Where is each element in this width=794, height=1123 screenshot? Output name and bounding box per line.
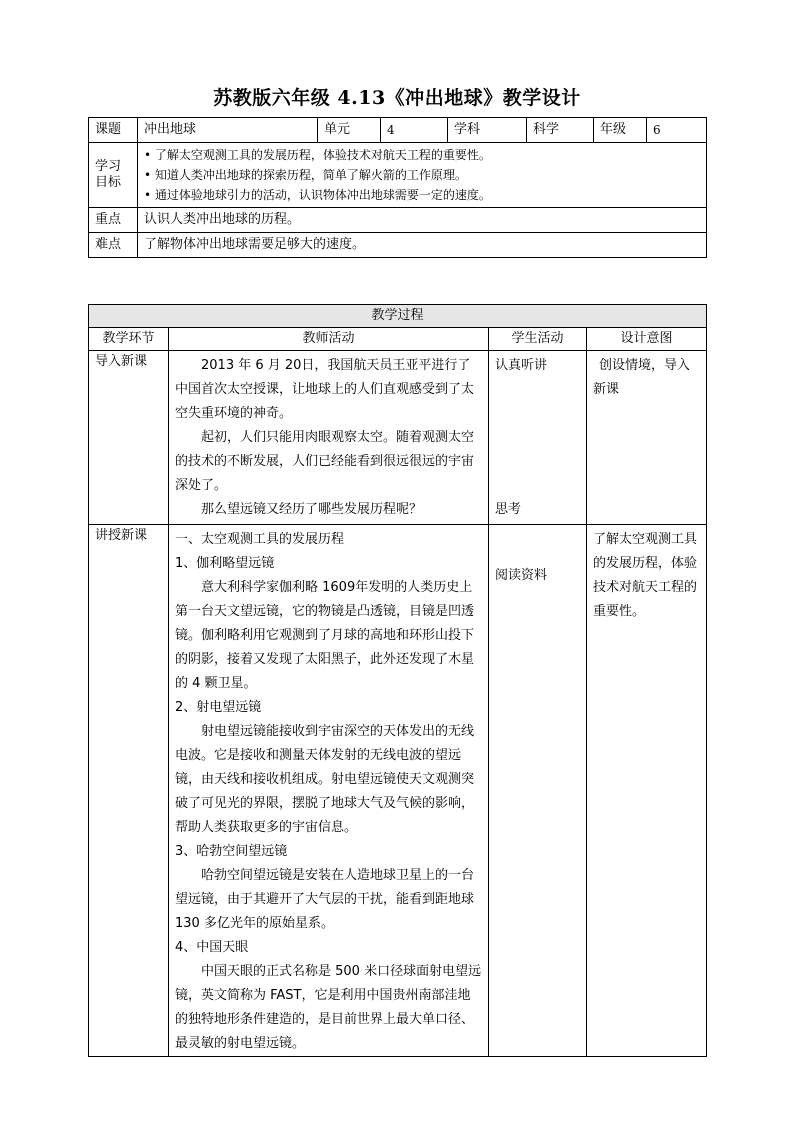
stage-cell: 讲授新课 xyxy=(89,525,169,1057)
col-stage-header: 教学环节 xyxy=(89,328,169,351)
unit-label: 单元 xyxy=(318,118,381,143)
page-title: 苏教版六年级 4.13《冲出地球》教学设计 xyxy=(213,87,581,109)
subsection-heading: 3、哈勃空间望远镜 xyxy=(175,844,288,859)
student-activity-cell xyxy=(489,351,587,525)
objectives-label-line-1: 学习 xyxy=(95,158,122,174)
student-activity-read: 阅读资料 xyxy=(495,568,548,583)
objectives-label xyxy=(89,143,138,208)
col-teacher-header: 教师活动 xyxy=(169,328,489,351)
subsection-text: 射电望远镜能接收到宇宙深空的天体发出的无线电波。它是接收和测量天体发射的无线电波的望远镜，由天线和接收机组成。射电望远镜使天文观测突破了可见光的界限，摆脱了地球大气及气候的影响，帮助人类获取更多的宇宙信息。 xyxy=(175,724,475,835)
grade-label: 年级 xyxy=(594,118,647,143)
objectives-list xyxy=(138,143,707,208)
process-table xyxy=(88,304,707,1057)
subject-label: 学科 xyxy=(448,118,527,143)
objective-item: • 通过体验地球引力的活动，认识物体冲出地球需要一定的速度。 xyxy=(144,188,491,202)
topic-label: 课题 xyxy=(89,118,138,143)
subsection-heading: 1、伽利略望远镜 xyxy=(175,556,275,571)
process-row-teaching xyxy=(89,525,707,1057)
objective-item: • 知道人类冲出地球的探索历程，简单了解火箭的工作原理。 xyxy=(144,168,467,182)
info-row-difficulty xyxy=(89,233,707,258)
difficulty-value: 了解物体冲出地球需要足够大的速度。 xyxy=(138,233,707,258)
info-row-objectives xyxy=(89,143,707,208)
process-header-row xyxy=(89,305,707,328)
student-activity-listen: 认真听讲 xyxy=(495,358,548,373)
objective-item: • 了解太空观测工具的发展历程，体验技术对航天工程的重要性。 xyxy=(144,148,491,162)
teacher-paragraph: 起初，人们只能用肉眼观察太空。随着观测太空的技术的不断发展，人们已经能看到很远很远的宇宙深处了。 xyxy=(175,430,475,493)
col-student-header: 学生活动 xyxy=(489,328,587,351)
student-activity-think: 思考 xyxy=(495,502,522,517)
teacher-activity-cell xyxy=(169,351,489,525)
info-row-topic xyxy=(89,118,707,143)
subject-value: 科学 xyxy=(527,118,594,143)
grade-value: 6 xyxy=(647,118,707,143)
intent-cell xyxy=(587,351,707,525)
intent-text: 了解太空观测工具的发展历程，体验技术对航天工程的重要性。 xyxy=(593,532,698,619)
subsection-text: 哈勃空间望远镜是安装在人造地球卫星上的一台望远镜，由于其避开了大气层的干扰，能看到距地球 130 多亿光年的原始星系。 xyxy=(175,868,475,931)
subsection-text: 中国天眼的正式名称是 500 米口径球面射电望远镜，英文简称为 FAST，它是利用中国贵州南部洼地的独特地形条件建造的，是目前世界上最大单口径、最灵敏的射电望远镜。 xyxy=(175,964,482,1051)
key-label: 重点 xyxy=(89,208,138,233)
process-row-intro xyxy=(89,351,707,525)
teacher-paragraph: 2013 年 6 月 20日，我国航天员王亚平进行了中国首次太空授课，让地球上的人们直观感受到了太空失重环境的神奇。 xyxy=(175,358,475,421)
stage-cell: 导入新课 xyxy=(89,351,169,525)
info-row-key xyxy=(89,208,707,233)
key-value: 认识人类冲出地球的历程。 xyxy=(138,208,707,233)
intent-text: 创设情境，导入新课 xyxy=(593,358,691,397)
teacher-paragraph: 那么望远镜又经历了哪些发展历程呢？ xyxy=(201,502,423,517)
section-heading: 一、太空观测工具的发展历程 xyxy=(175,532,345,547)
objectives-label-line-2: 目标 xyxy=(95,175,122,190)
subsection-heading: 4、中国天眼 xyxy=(175,940,249,955)
process-header: 教学过程 xyxy=(89,305,707,328)
unit-value: 4 xyxy=(381,118,448,143)
subsection-heading: 2、射电望远镜 xyxy=(175,700,262,715)
intent-cell xyxy=(587,525,707,1057)
subsection-text: 意大利科学家伽利略 1609年发明的人类历史上第一台天文望远镜，它的物镜是凸透镜，目镜是凹透镜。伽利略利用它观测到了月球的高地和环形山投下的阴影，接着又发现了太阳黑子，此外还发现了木星的 4 颗卫星。 xyxy=(175,580,475,691)
column-header-row xyxy=(89,328,707,351)
col-intent-header: 设计意图 xyxy=(587,328,707,351)
difficulty-label: 难点 xyxy=(89,233,138,258)
teacher-activity-cell xyxy=(169,525,489,1057)
topic-value: 冲出地球 xyxy=(138,118,318,143)
info-table xyxy=(88,117,707,258)
student-activity-cell xyxy=(489,525,587,1057)
